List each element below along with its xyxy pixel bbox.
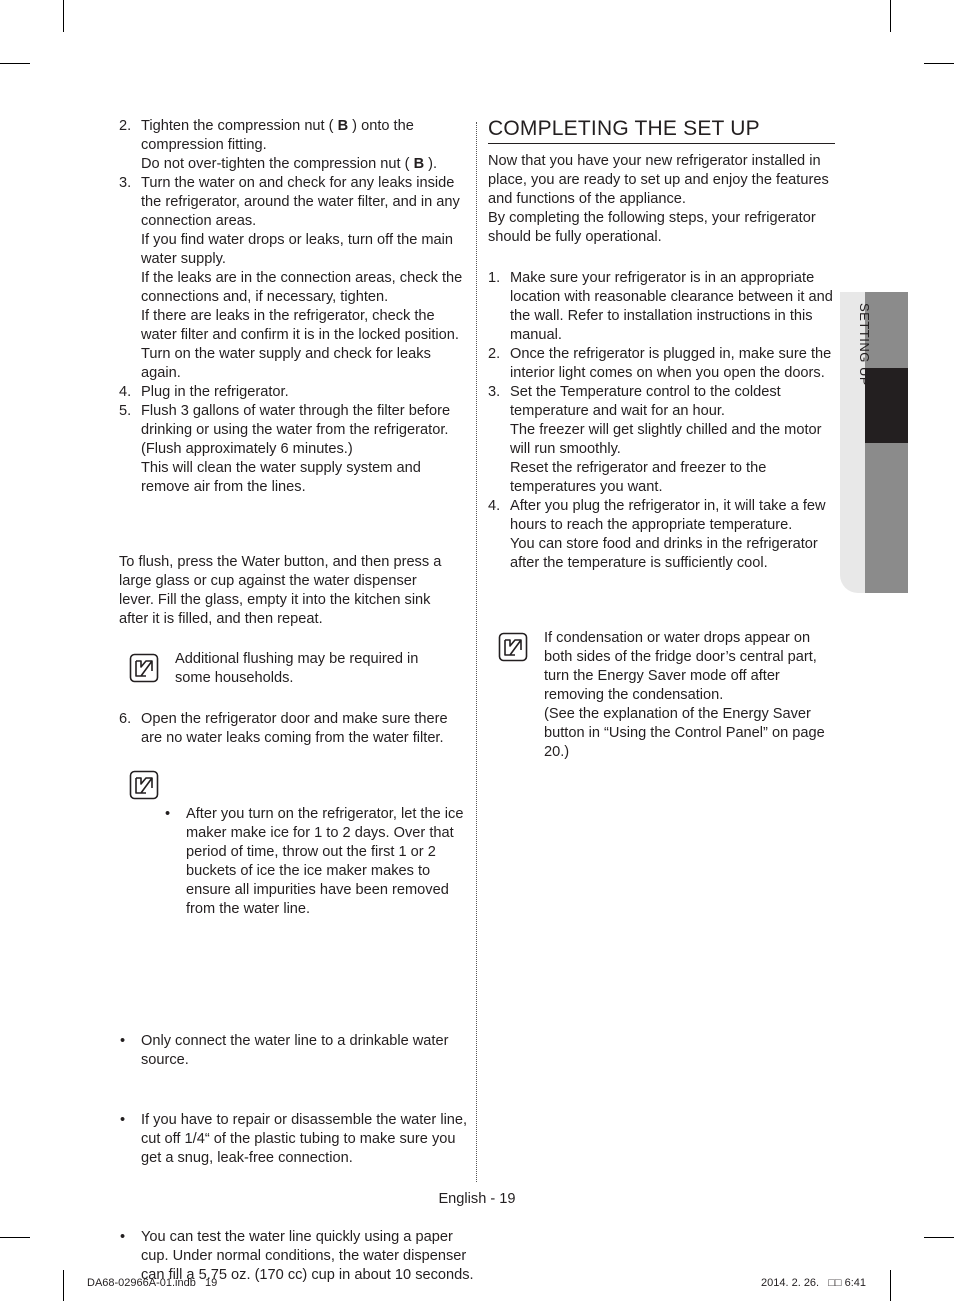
note-icon bbox=[129, 653, 159, 683]
column-divider bbox=[476, 122, 477, 1182]
step-text: Turn the water on and check for any leaks inside the refrigerator, around the water filter, and in any connection areas. bbox=[141, 175, 460, 229]
step-extra: Turn on the water supply and check for leaks again. bbox=[141, 346, 431, 381]
note-icon bbox=[129, 770, 159, 800]
bullet-item bbox=[119, 1111, 476, 1168]
step-item: 2. Once the refrigerator is plugged in, make sure the interior light comes on when you open the doors. bbox=[488, 345, 836, 383]
step-extra: This will clean the water supply system and remove air from the lines. bbox=[141, 460, 421, 495]
step-text: Once the refrigerator is plugged in, make sure the interior light comes on when you open the doors. bbox=[510, 346, 832, 381]
step-extra: Do not over-tighten the compression nut ( B ). bbox=[141, 156, 438, 172]
step-item: 1. Make sure your refrigerator is in an appropriate location with reasonable clearance between it and the wall. Refer to installation instructions in this manual. bbox=[488, 269, 836, 345]
bullet-text: If you have to repair or disassemble the water line, cut off 1/4“ of the plastic tubing to make sure you get a snug, leak-free connection. bbox=[141, 1112, 468, 1166]
step-text: After you plug the refrigerator in, it will take a few hours to reach the appropriate temperature. bbox=[510, 498, 826, 533]
crop-mark bbox=[0, 1237, 30, 1238]
left-column bbox=[119, 117, 469, 497]
bullet-dot: • bbox=[120, 1229, 126, 1245]
bullet-item bbox=[119, 1032, 491, 1070]
bullet-dot: • bbox=[120, 1033, 126, 1049]
step-item: 4. Plug in the refrigerator. bbox=[119, 383, 469, 402]
crop-mark bbox=[924, 1237, 954, 1238]
step-extra: If you find water drops or leaks, turn off the main water supply. bbox=[141, 232, 454, 267]
crop-mark bbox=[63, 1270, 64, 1301]
crop-mark bbox=[890, 1270, 891, 1301]
step-text: Set the Temperature control to the coldest temperature and wait for an hour. bbox=[510, 384, 781, 419]
file-info: DA68-02966A-01.indb 19 bbox=[87, 1277, 218, 1289]
date-info: 2014. 2. 26. □□ 6:41 bbox=[761, 1277, 867, 1289]
setup-steps bbox=[488, 269, 836, 573]
section-heading: COMPLETING THE SET UP bbox=[488, 117, 760, 140]
note-text bbox=[544, 629, 829, 762]
step-item: 4. After you plug the refrigerator in, it will take a few hours to reach the appropriate temperature. You can store food and drinks in the refrigerator after the temperature is sufficiently cool. bbox=[488, 497, 836, 573]
bullet-text: After you turn on the refrigerator, let the ice maker make ice for 1 to 2 days. Over that period of time, throw out the first 1 or 2 buckets of ice the ice maker makes to ensure all impurities have been removed from the water line. bbox=[186, 806, 464, 917]
step-text: Make sure your refrigerator is in an appropriate location with reasonable clearance between it and the wall. Refer to installation instructions in this manual. bbox=[510, 270, 833, 343]
note-line: (See the explanation of the Energy Saver button in “Using the Control Panel” on page 20.) bbox=[544, 706, 825, 760]
bullet-text: Only connect the water line to a drinkable water source. bbox=[141, 1033, 449, 1068]
note-line: If condensation or water drops appear on both sides of the fridge door’s central part, turn the Energy Saver mode off after removing the condensation. bbox=[544, 630, 817, 703]
step-item: 3. Turn the water on and check for any leaks inside the refrigerator, around the water filter, and in any connection areas. If you find water drops or leaks, turn off the main water supply. If the leaks are in the connection areas, check the connections and, if necessary, tighten. If there are leaks in the refrigerator, check the water filter and confirm it is in the locked position. Turn on the water supply and check for leaks again. bbox=[119, 174, 469, 383]
crop-mark bbox=[924, 63, 954, 64]
crop-mark bbox=[0, 63, 30, 64]
note-bullet bbox=[164, 805, 469, 919]
step-extra: The freezer will get slightly chilled and the motor will run smoothly. bbox=[510, 422, 822, 457]
step-text: Flush 3 gallons of water through the filter before drinking or using the water from the refrigerator. (Flush approximately 6 minutes.) bbox=[141, 403, 451, 457]
intro-paragraph bbox=[488, 152, 834, 247]
intro-text: By completing the following steps, your refrigerator should be fully operational. bbox=[488, 210, 816, 245]
step-item: 6. Open the refrigerator door and make sure there are no water leaks coming from the water filter. bbox=[119, 710, 469, 748]
note-icon bbox=[498, 632, 528, 662]
page-number: English - 19 bbox=[438, 1191, 516, 1207]
heading-rule bbox=[488, 143, 835, 144]
step-text: Tighten the compression nut ( B ) onto the compression fitting. bbox=[141, 118, 414, 153]
step-item: 2. Tighten the compression nut ( B ) onto the compression fitting. Do not over-tighten the compression nut ( B ). bbox=[119, 117, 469, 174]
note-text: Additional flushing may be required in some households. bbox=[175, 651, 419, 686]
step-extra: If there are leaks in the refrigerator, check the water filter and confirm it is in the locked position. bbox=[141, 308, 459, 343]
step-extra: Reset the refrigerator and freezer to the temperatures you want. bbox=[510, 460, 767, 495]
step-extra: If the leaks are in the connection areas, check the connections and, if necessary, tighten. bbox=[141, 270, 463, 305]
bullet-text: You can test the water line quickly using a paper cup. Under normal conditions, the water dispenser can fill a 5.75 oz. (170 cc) cup in about 10 seconds. bbox=[141, 1229, 474, 1283]
step-extra: You can store food and drinks in the refrigerator after the temperature is sufficiently cool. bbox=[510, 536, 818, 571]
flush-paragraph: To flush, press the Water button, and then press a large glass or cup against the water dispenser lever. Fill the glass, empty it into the kitchen sink after it is filled, and then repeat. bbox=[119, 554, 442, 627]
step-text: Plug in the refrigerator. bbox=[141, 384, 289, 400]
crop-mark bbox=[63, 0, 64, 32]
bullet-dot: • bbox=[120, 1112, 126, 1128]
crop-mark bbox=[890, 0, 891, 32]
intro-text: Now that you have your new refrigerator installed in place, you are ready to set up and enjoy the features and functions of the appliance. bbox=[488, 153, 829, 207]
step-item: 3. Set the Temperature control to the coldest temperature and wait for an hour. The freezer will get slightly chilled and the motor will run smoothly. Reset the refrigerator and freezer to the temperatures you want. bbox=[488, 383, 836, 497]
side-tab-label: SETTING UP bbox=[857, 303, 872, 387]
step-item: 5. Flush 3 gallons of water through the filter before drinking or using the water from the refrigerator. (Flush approximately 6 minutes.) This will clean the water supply system and remove air from the lines. bbox=[119, 402, 469, 497]
step-text: Open the refrigerator door and make sure there are no water leaks coming from the water filter. bbox=[141, 711, 448, 746]
bullet-dot: • bbox=[165, 806, 171, 822]
